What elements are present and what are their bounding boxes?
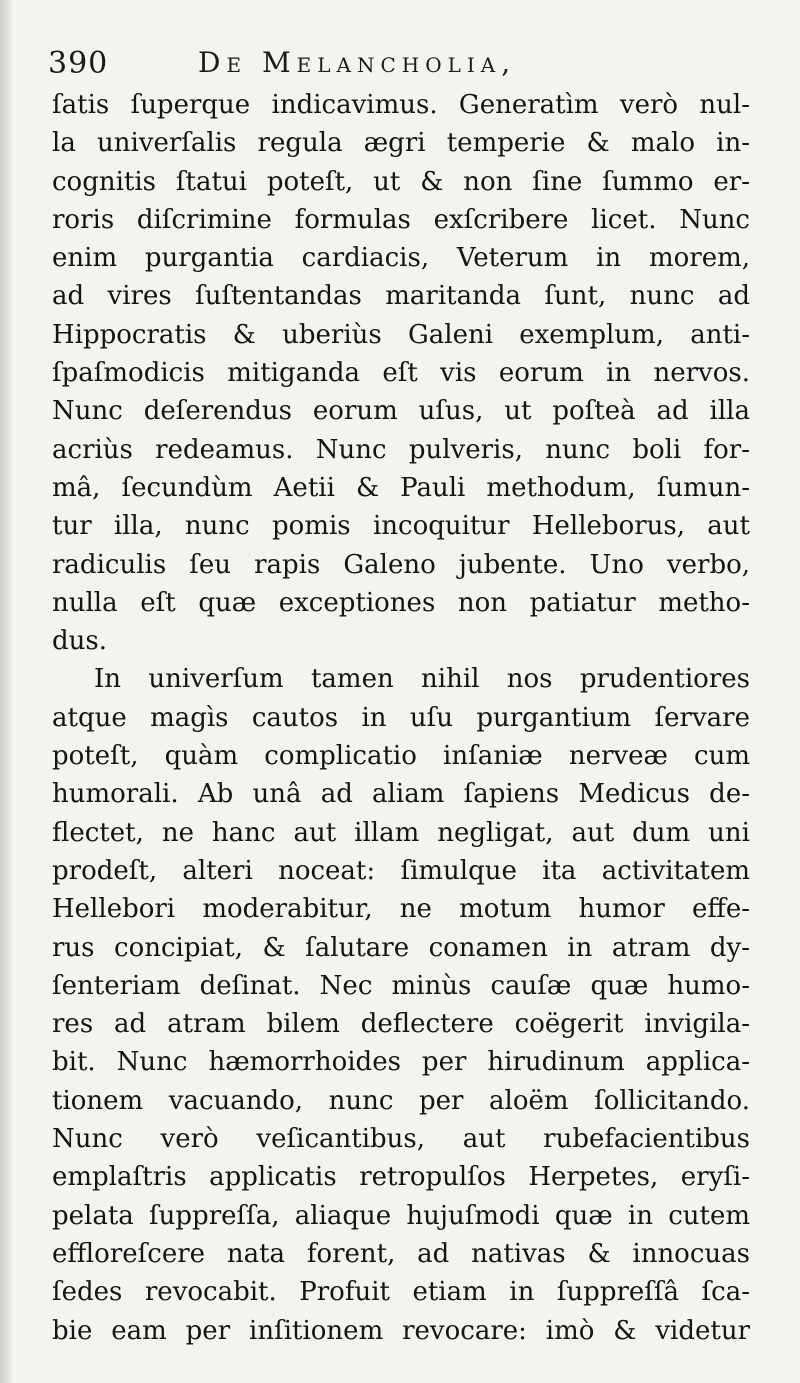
text-line: ſatis ſuperque indicavimus. Generatìm verò nul-: [52, 90, 750, 120]
text-line: ſenteriam deſinat. Nec minùs cauſæ quæ humo-: [52, 970, 750, 1001]
text-line: enim purgantia cardiacis, Veterum in morem,: [52, 243, 750, 274]
text-line: emplaſtris applicatis retropulſos Herpetes, eryſi-: [52, 1162, 750, 1193]
text-line: nulla eſt quæ exceptiones non patiatur metho-: [52, 587, 750, 618]
text-line: radiculis ſeu rapis Galeno jubente. Uno verbo,: [52, 549, 750, 580]
text-line: res ad atram bilem deflectere coëgerit invigila-: [52, 1009, 750, 1040]
text-line: efflorеſcere nata forent, ad nativas & innocuas: [52, 1238, 750, 1269]
text-line: Nunc verò veſicantibus, aut rubefacientibus: [52, 1124, 750, 1155]
text-line: Hellebori moderabitur, ne motum humor effe-: [52, 894, 750, 925]
text-line: ſpaſmodicis mitiganda eſt vis eorum in nervos.: [52, 358, 750, 389]
text-line: acriùs redeamus. Nunc pulveris, nunc boli for-: [52, 434, 750, 465]
text-line: Hippocratis & uberiùs Galeni exemplum, anti-: [52, 319, 750, 350]
running-title: De Melancholia,: [198, 46, 517, 79]
text-line: bit. Nunc hæmorrhoides per hirudinum applica-: [52, 1047, 750, 1078]
running-head: [48, 40, 748, 92]
paragraph-1: [52, 86, 750, 660]
text-line: flectet, ne hanc aut illam negligat, aut dum uni: [52, 817, 750, 848]
page-gutter-shadow: [0, 0, 14, 1383]
text-line: In univerſum tamen nihil nos prudentiores: [94, 664, 750, 695]
text-line: Nunc deſerendus eorum uſus, ut poſteà ad illa: [52, 396, 750, 427]
text-line: cognitis ſtatui poteſt, ut & non ſine ſummo er-: [52, 166, 750, 197]
text-line: humorali. Ab unâ ad aliam ſapiens Medicus de-: [52, 779, 750, 810]
body-text: [52, 86, 750, 1350]
text-line: la univerſalis regula ægri temperie & malo in-: [52, 128, 750, 159]
text-line: dus.: [52, 626, 107, 657]
text-line: ad vires ſuſtentandas maritanda ſunt, nunc ad: [52, 281, 750, 312]
text-line: prodeſt, alteri noceat: ſimulque ita activitatem: [52, 855, 750, 886]
text-line: atque magìs cautos in uſu purgantium ſervare: [52, 702, 750, 733]
text-line: rus concipiat, & ſalutare conamen in atram dy-: [52, 932, 750, 963]
page-number: 390: [48, 46, 109, 81]
text-line: mâ, ſecundùm Aetii & Pauli methodum, ſumun-: [52, 472, 750, 503]
text-line: bie eam per inſitionem revocare: imò & videtur: [52, 1315, 750, 1346]
text-line: ſedes revocabit. Profuit etiam in ſuppreſſâ ſca-: [52, 1277, 750, 1308]
text-line: roris diſcrimine formulas exſcribere licet. Nunc: [52, 204, 750, 235]
text-line: tionem vacuando, nunc per aloëm ſollicitando.: [52, 1085, 750, 1116]
paragraph-2: [52, 660, 750, 1349]
text-line: poteſt, quàm complicatio inſaniæ nerveæ cum: [52, 741, 750, 772]
text-line: tur illa, nunc pomis incoquitur Helleborus, aut: [52, 511, 750, 542]
text-line: pelata ſuppreſſa, aliaque hujuſmodi quæ in cutem: [52, 1200, 750, 1231]
